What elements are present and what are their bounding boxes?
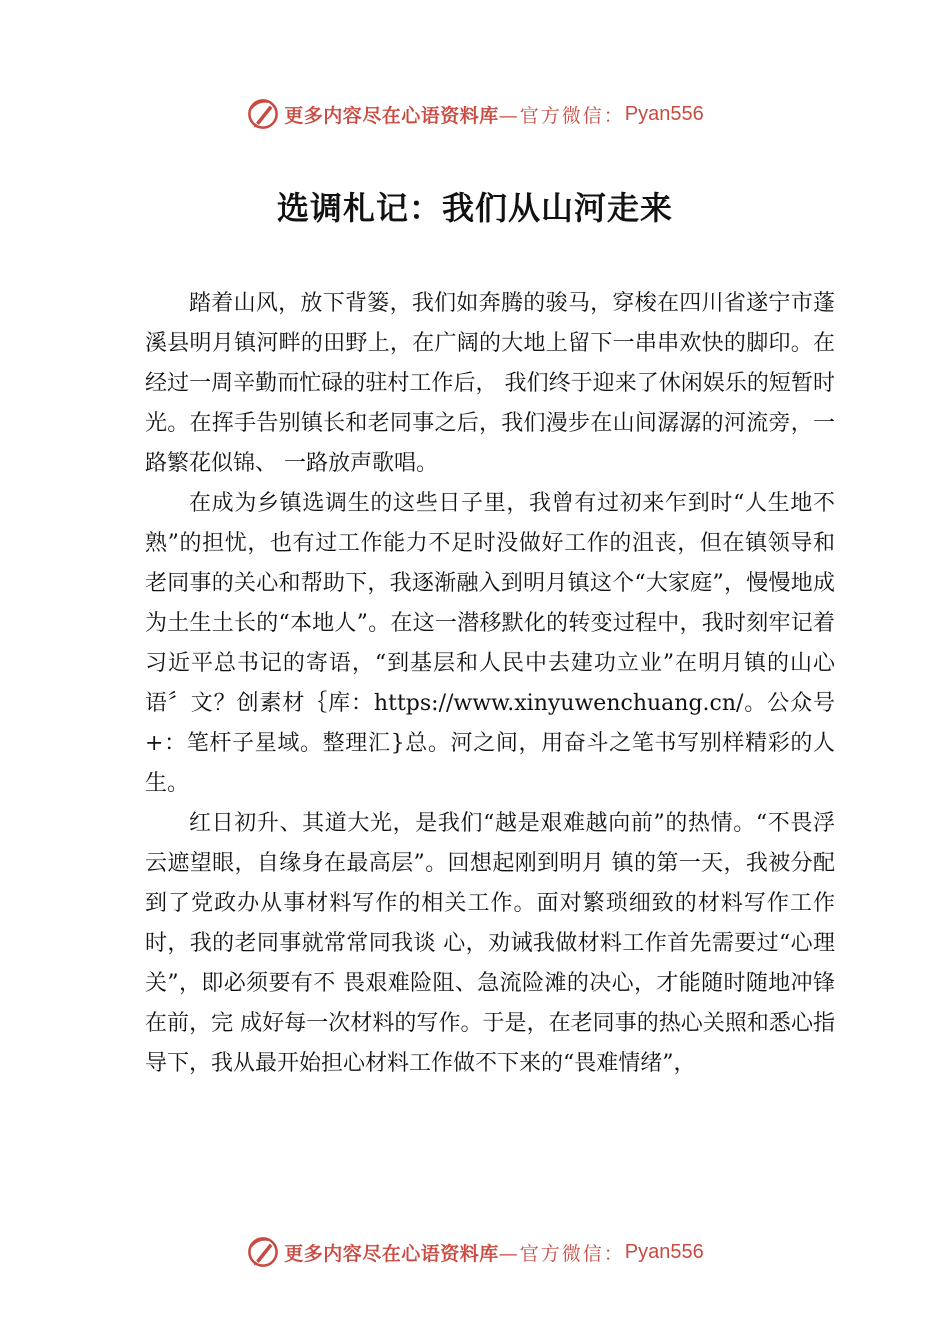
- banner-wechat-id: Pyan556: [624, 1240, 704, 1263]
- paragraph: 红日初升、其道大光，是我们“越是艰难越向前”的热情。“不畏浮云遮望眼，自缘身在最高层”。回想起刚到明月 镇的第一天，我被分配到了党政办从事材料写作的相关工作。面对繁琐细致的材料写作工作时，我的老同事就常常同我谈 心，劝诫我做材料工作首先需要过“心理关”，即必须要有不 畏艰难险阻、急流险滩的决心，才能随时随地冲锋在前，完 成好每一次材料的写作。于是，在老同事的热心关照和悉心指导下，我从最开始担心材料工作做不下来的“畏难情绪”，: [145, 811, 835, 1076]
- paragraph: 在成为乡镇选调生的这些日子里，我曾有过初来乍到时“人生地不熟”的担忧，也有过工作能力不足时没做好工作的沮丧，但在镇领导和老同事的关心和帮助下，我逐渐融入到明月镇这个“大家庭”，慢慢地成为土生土长的“本地人”。在这一潜移默化的转变过程中，我时刻牢记着习近平总书记的寄语，“到基层和人民中去建功立业”在明月镇的山心语〞文？创素材｛库：https://www.xinyuwenchuang.cn/。公众号+：笔杆子星域。整理汇}总。河之间，用奋斗之笔书写别样精彩的人生。: [145, 491, 835, 796]
- banner-sub-text: —官方微信：: [498, 104, 625, 127]
- paragraph: 踏着山风，放下背篓，我们如奔腾的骏马，穿梭在四川省遂宁市蓬溪县明月镇河畔的田野上，在广阔的大地上留下一串串欢快的脚印。在经过一周辛勤而忙碌的驻村工作后， 我们终于迎来了休闲娱乐的短暂时光。在挥手告别镇长和老同事之后，我们漫步在山间潺潺的河流旁，一路繁花似锦、 一路放声歌唱。: [145, 291, 835, 476]
- banner-wechat-id: Pyan556: [624, 102, 704, 125]
- header-banner: [0, 92, 950, 136]
- footer-banner: [0, 1230, 950, 1274]
- pen-nib-logo-icon: [246, 97, 280, 131]
- banner-main-text: 更多内容尽在心语资料库: [284, 1242, 499, 1265]
- pen-nib-logo-icon: [246, 1235, 280, 1269]
- banner-sub-text: —官方微信：: [498, 1242, 625, 1265]
- article-body: [145, 284, 835, 1084]
- banner-main-text: 更多内容尽在心语资料库: [284, 104, 499, 127]
- page-title: 选调札记：我们从山河走来: [276, 189, 673, 227]
